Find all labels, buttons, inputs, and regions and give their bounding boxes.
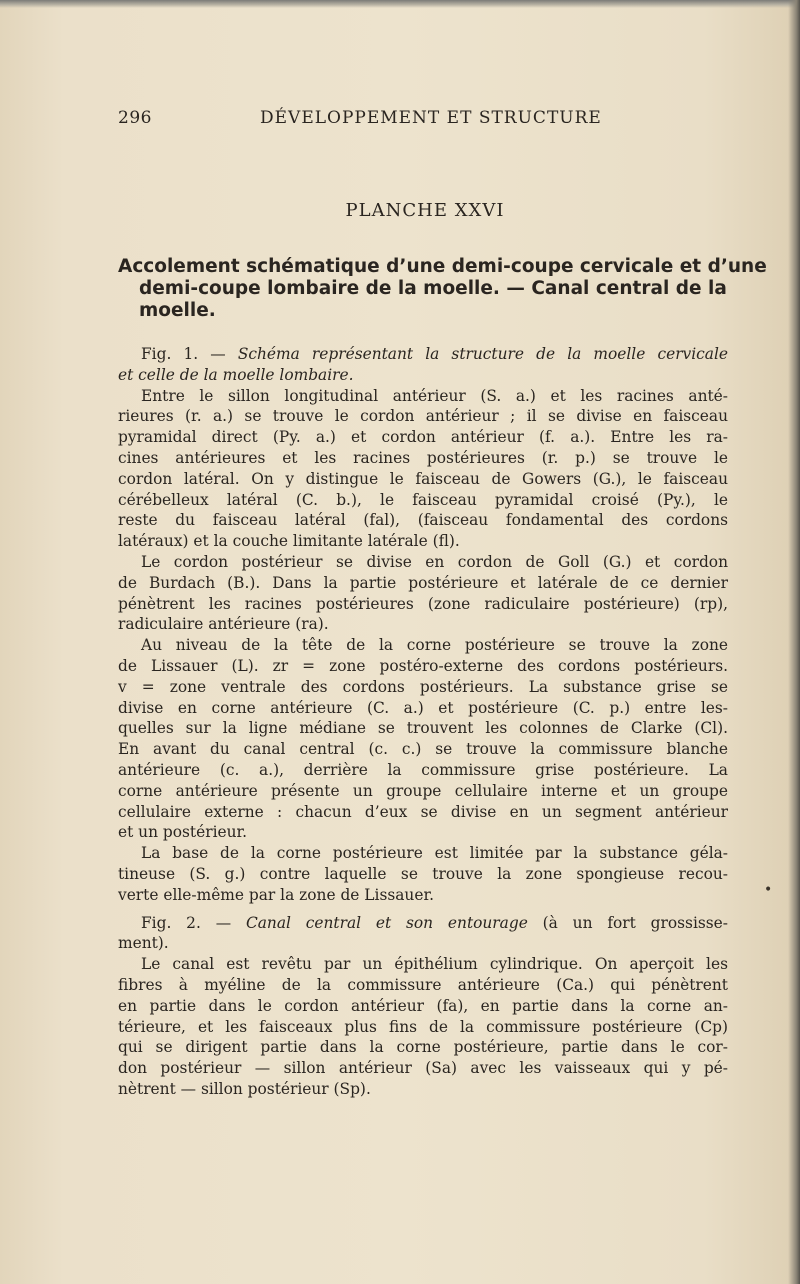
text-line: La base de la corne postérieure est limitée par la substance géla-: [141, 844, 728, 863]
text-line: pénètrent les racines postérieures (zone radiculaire postérieure) (rp),: [118, 594, 728, 613]
text-line: fibres à myéline de la commissure antérieure (Ca.) qui pénètrent: [118, 975, 728, 994]
fig2-caption-line: ment).: [118, 934, 169, 953]
text-line: de Lissauer (L). zr = zone postéro-externe des cordons postérieurs.: [118, 656, 728, 675]
text-line: et un postérieur.: [118, 823, 248, 842]
text-line: cellulaire externe : chacun d’eux se divise en un segment antérieur: [118, 802, 728, 821]
page-right-edge: [788, 0, 800, 1284]
text-line: Le cordon postérieur se divise en cordon de Goll (G.) et cordon: [141, 552, 728, 571]
text-line: qui se dirigent partie dans la corne postérieure, partie dans le cor-: [118, 1038, 728, 1057]
fig2-caption: Canal central et son entourage: [245, 913, 528, 932]
text-line: corne antérieure présente un groupe cellulaire interne et un groupe: [118, 781, 728, 800]
text-line: En avant du canal central (c. c.) se trouve la commissure blanche: [118, 740, 728, 759]
text-line: quelles sur la ligne médiane se trouvent les colonnes de Clarke (Cl).: [118, 719, 728, 738]
text-line: reste du faisceau latéral (fal), (faisceau fondamental des cordons: [118, 511, 728, 530]
page-top-edge: [0, 0, 800, 8]
fig1-caption-line: [118, 365, 728, 386]
page-number: 296: [118, 108, 152, 128]
text-line: Entre le sillon longitudinal antérieur (S. a.) et les racines anté-: [141, 386, 728, 405]
text-line: Au niveau de la tête de la corne postérieure se trouve la zone: [141, 636, 728, 655]
fig2-caption-line: [118, 913, 728, 934]
fig1-caption: Schéma représentant la structure de la moelle cervicale: [237, 345, 728, 363]
text-line: Le canal est revêtu par un épithélium cylindrique. On aperçoit les: [141, 955, 728, 974]
body-text: [118, 344, 728, 1100]
text-line: antérieure (c. a.), derrière la commissure grise postérieure. La: [118, 760, 728, 779]
text-line: verte elle-même par la zone de Lissauer.: [118, 885, 435, 904]
paragraph-gap: [118, 906, 728, 913]
text-line: rieures (r. a.) se trouve le cordon antérieur ; il se divise en faisceau: [118, 407, 728, 426]
heading-line: Accolement schématique d’une demi-coupe cervicale et d’une: [118, 256, 767, 277]
ink-blot-mark: •: [764, 882, 773, 898]
text-line: de Burdach (B.). Dans la partie postérieure et latérale de ce dernier: [118, 573, 728, 592]
text-line: cérébelleux latéral (C. b.), le faisceau pyramidal croisé (Py.), le: [118, 490, 728, 509]
fig1-label: Fig. 1. —: [141, 345, 238, 363]
text-line: divise en corne antérieure (C. a.) et postérieure (C. p.) entre les-: [118, 698, 728, 717]
text-line: nètrent — sillon postérieur (Sp).: [118, 1079, 371, 1098]
text-line: radiculaire antérieure (ra).: [118, 615, 329, 634]
text-line: tineuse (S. g.) contre laquelle se trouve la zone spongieuse recou-: [118, 864, 728, 883]
fig2-caption-rest: (à un fort grossisse-: [527, 913, 728, 932]
text-line: v = zone ventrale des cordons postérieurs. La substance grise se: [118, 677, 728, 696]
text-line: cordon latéral. On y distingue le faisceau de Gowers (G.), le faisceau: [118, 469, 728, 488]
text-line: en partie dans le cordon antérieur (fa), en partie dans la corne an-: [118, 996, 728, 1015]
text-line: latéraux) et la couche limitante latérale (fl).: [118, 532, 460, 551]
heading-line: moelle.: [139, 300, 216, 321]
section-heading: [118, 256, 767, 322]
text-line: pyramidal direct (Py. a.) et cordon antérieur (f. a.). Entre les ra-: [118, 428, 728, 447]
text-line: don postérieur — sillon antérieur (Sa) avec les vaisseaux qui y pé-: [118, 1059, 728, 1078]
heading-line: demi-coupe lombaire de la moelle. — Canal central de la: [139, 278, 727, 299]
fig1-caption-cont: et celle de la moelle lombaire.: [118, 365, 354, 384]
fig1-caption-line: [118, 344, 728, 365]
text-line: cines antérieures et les racines postérieures (r. p.) se trouve le: [118, 448, 728, 467]
text-line: térieure, et les faisceaux plus fins de la commissure postérieure (Cp): [118, 1017, 728, 1036]
running-title: DÉVELOPPEMENT ET STRUCTURE: [260, 108, 602, 128]
fig2-label: Fig. 2. —: [141, 913, 246, 932]
plate-title: PLANCHE XXVI: [345, 200, 505, 221]
